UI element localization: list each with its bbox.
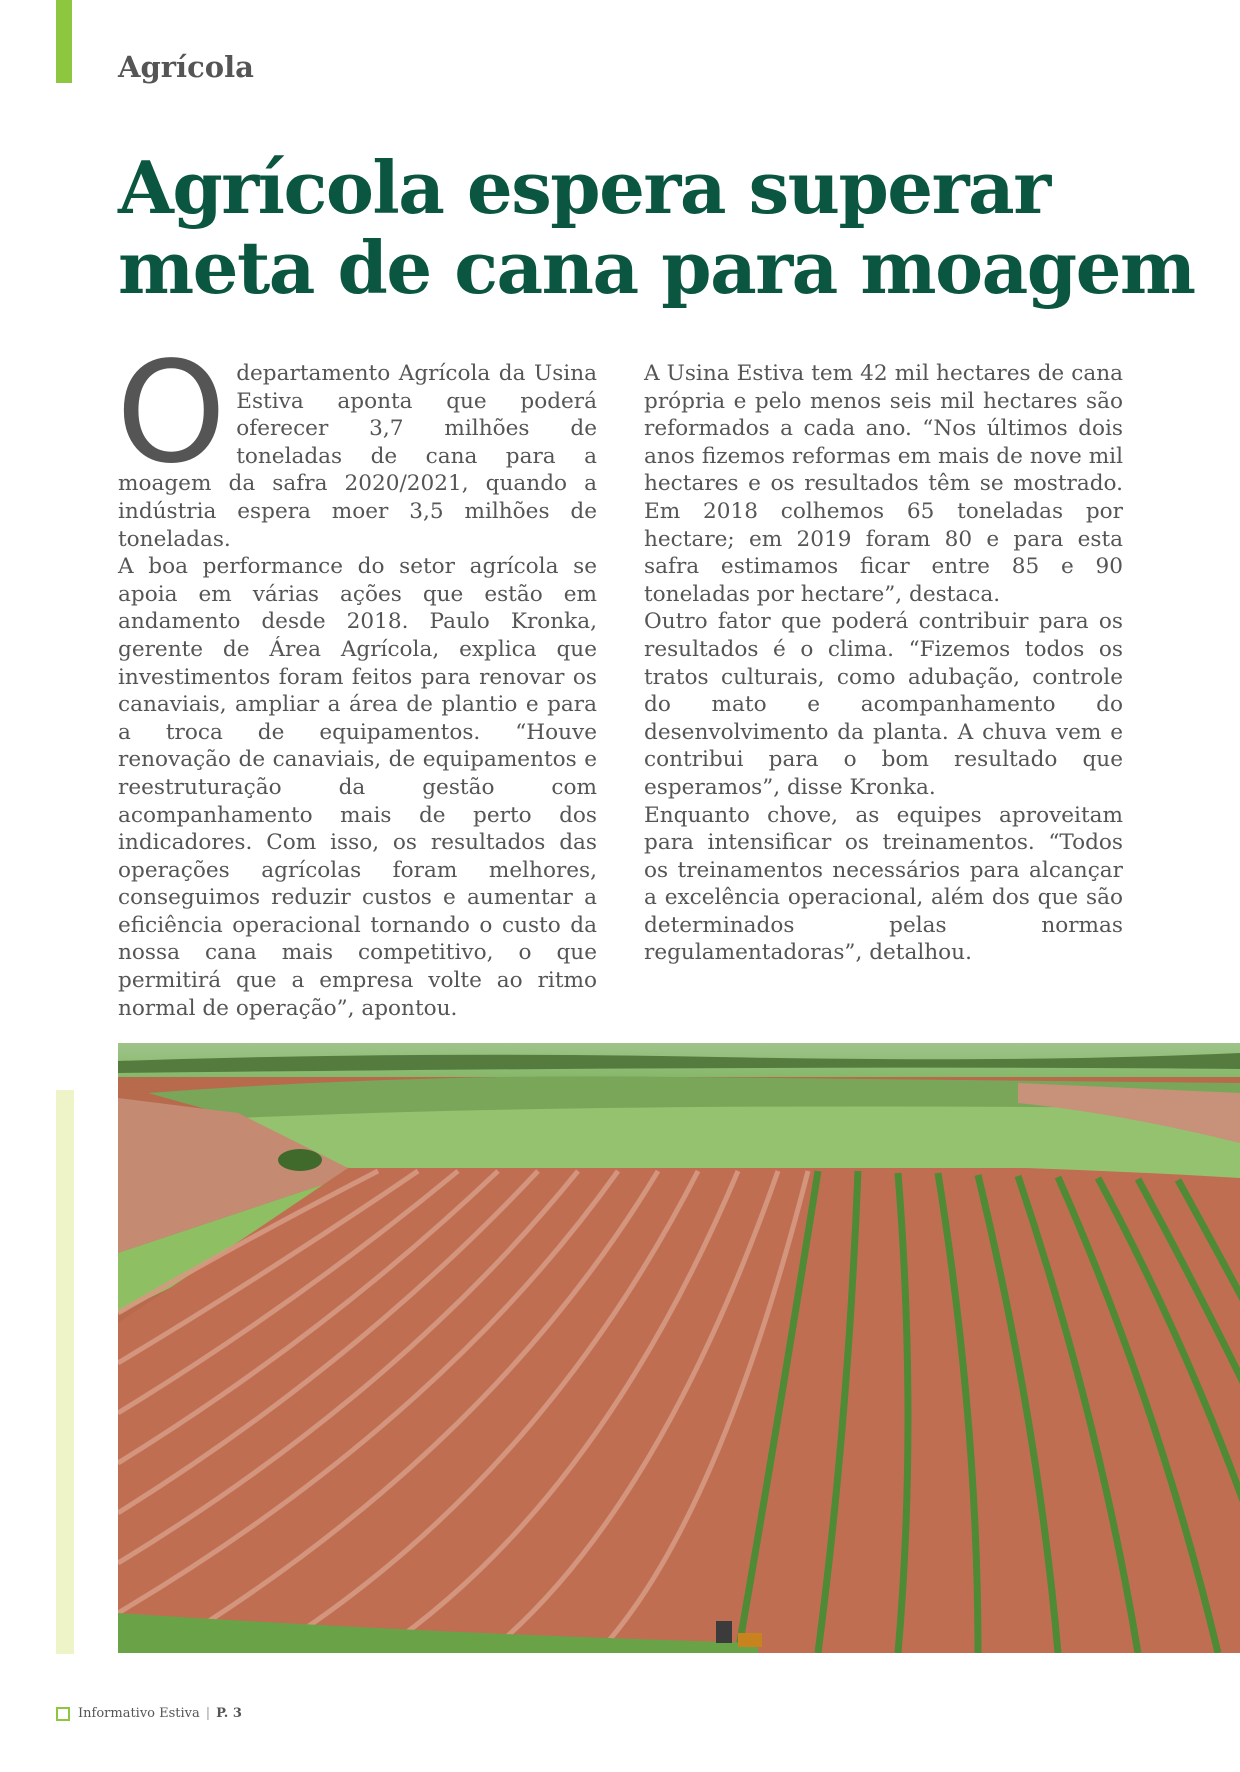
section-accent-bar [56,0,72,83]
article-column-right [644,360,1123,967]
article-column-left [116,332,597,1022]
footer-square-icon [56,1707,70,1721]
page-number: P. 3 [216,1706,242,1721]
drop-cap: O [116,332,227,495]
sugarcane-field-photo [118,1043,1240,1653]
paragraph: A boa performance do setor agrícola se apoia em várias ações que estão em andamento desde 2018. Paulo Kronka, gerente de Área Agrícola, explica que investimentos foram feitos para renovar os canaviais, ampliar a área de plantio e para a troca de equipamentos. “Houve renovação de canaviais, de equipamentos e reestruturação da gestão com acompanhamento mais de perto dos indicadores. Com isso, os resultados das operações agrícolas foram melhores, conseguimos reduzir custos e aumentar a eficiência operacional tornando o custo da nossa cana mais competitivo, o que permitirá que a empresa volte ao ritmo normal de operação”, apontou. [118,554,597,1021]
footer-separator: | [205,1706,211,1721]
paragraph: Enquanto chove, as equipes aproveitam para intensificar os treinamentos. “Todos os treinamentos necessários para alcançar a excelência operacional, além dos que são determinados pelas normas regulamentadoras”, detalhou. [644,802,1123,966]
paragraph: Outro fator que poderá contribuir para os resultados é o clima. “Fizemos todos os tratos culturais, como adubação, controle do mato e acompanhamento do desenvolvimento da planta. A chuva vem e contribui para o bom resultado que esperamos”, disse Kronka. [644,609,1123,800]
paragraph: departamento Agrícola da Usina Estiva aponta que poderá oferecer 3,7 milhões de toneladas de cana para a moagem da safra 2020/2021, quando a indústria espera moer 3,5 milhões de toneladas. [118,361,597,552]
photo-accent-bar [56,1090,74,1654]
paragraph: A Usina Estiva tem 42 mil hectares de cana própria e pelo menos seis mil hectares são reformados a cada ano. “Nos últimos dois anos fizemos reformas em mais de nove mil hectares e os resultados têm se mostrado. Em 2018 colhemos 65 toneladas por hectare; em 2019 foram 80 e para esta safra estimamos ficar entre 85 e 90 toneladas por hectare”, destaca. [644,361,1123,607]
page-footer [56,1706,242,1721]
article-title: Agrícola espera superar meta de cana para moagem [118,145,1195,310]
publication-name: Informativo Estiva [78,1706,200,1721]
section-label: Agrícola [118,50,254,84]
